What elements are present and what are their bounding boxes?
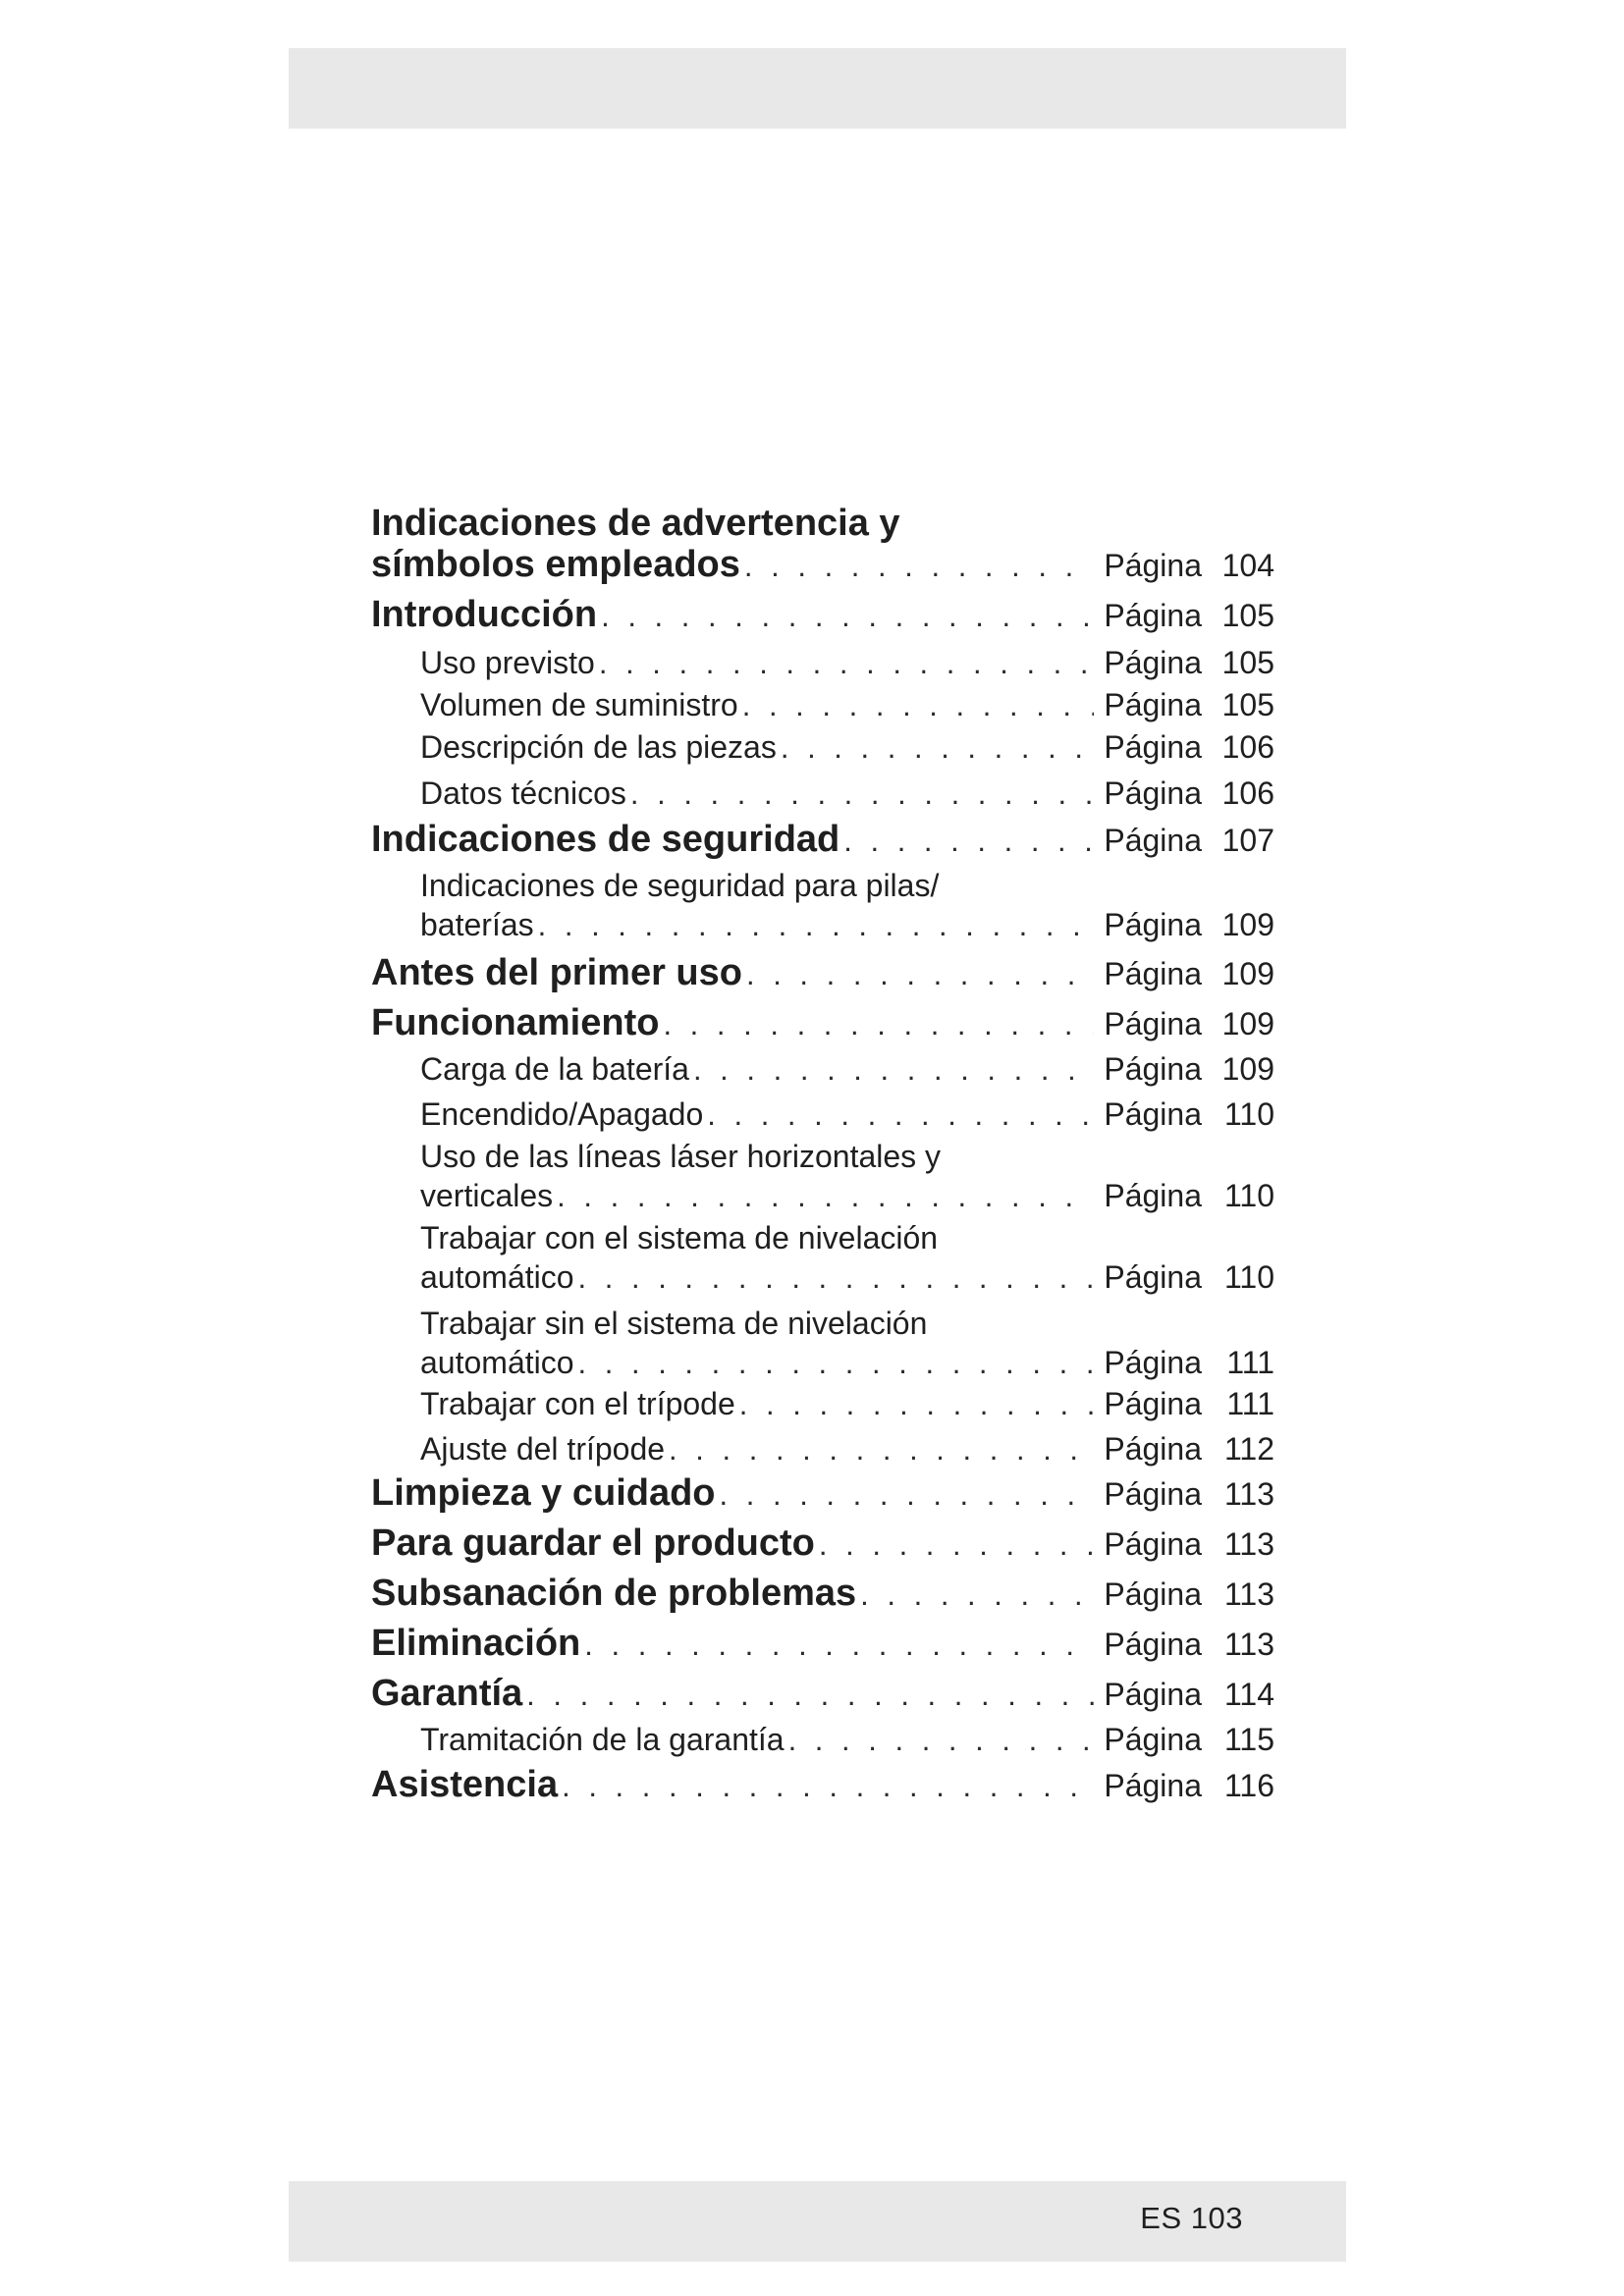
- dot-leader: [781, 728, 1095, 768]
- toc-entry-title: Volumen de suministro: [420, 687, 738, 722]
- page-label: Página: [1104, 956, 1202, 991]
- page-label: Página: [1104, 645, 1202, 680]
- dot-leader: [843, 821, 1094, 862]
- page-label: Página: [1104, 823, 1202, 858]
- dot-leader: [669, 1430, 1094, 1469]
- dot-leader: [562, 1766, 1094, 1807]
- dot-leader: [578, 1258, 1095, 1298]
- toc-entry-cleaning[interactable]: [371, 1472, 1274, 1516]
- dot-leader: [538, 906, 1095, 945]
- toc-entry-title: Indicaciones de seguridad: [371, 819, 840, 860]
- page-label: Página: [1104, 1431, 1202, 1467]
- toc-entry-title: automático: [420, 1259, 574, 1295]
- page-number: 113: [1223, 1526, 1274, 1562]
- page-label: Página: [1104, 687, 1202, 722]
- page-number: 109: [1221, 956, 1274, 991]
- page-number: 109: [1221, 1006, 1274, 1041]
- toc-entry-title: Carga de la batería: [420, 1051, 689, 1087]
- toc-entry-title-line1: Indicaciones de advertencia y: [371, 503, 900, 544]
- page-number: 113: [1223, 1476, 1274, 1512]
- toc-entry-title: Datos técnicos: [420, 775, 626, 811]
- toc-entry-on-off[interactable]: [371, 1095, 1274, 1135]
- footer-page-number: ES 103: [1140, 2201, 1243, 2235]
- page-number: 105: [1221, 687, 1274, 722]
- page-number: 107: [1221, 823, 1274, 858]
- toc-entry-title: Garantía: [371, 1673, 523, 1714]
- dot-leader: [707, 1095, 1094, 1135]
- toc-entry-title: Descripción de las piezas: [420, 729, 777, 765]
- page-number: 114: [1223, 1677, 1274, 1712]
- toc-entry-intended-use[interactable]: [371, 643, 1274, 683]
- page-label: Página: [1104, 1096, 1202, 1132]
- toc-entry-tripod-adjustment[interactable]: [371, 1429, 1274, 1469]
- toc-entry-title: Antes del primer uso: [371, 952, 742, 993]
- page-number: 105: [1221, 598, 1274, 633]
- dot-leader: [663, 1004, 1094, 1045]
- dot-leader: [578, 1344, 1095, 1383]
- toc-entry-battery-safety[interactable]: [371, 866, 1274, 945]
- page-label: Página: [1104, 1476, 1202, 1512]
- page-label: Página: [1104, 1722, 1202, 1757]
- toc-entry-battery-charging[interactable]: [371, 1049, 1274, 1090]
- page-label: Página: [1104, 1677, 1202, 1712]
- page-number: 113: [1223, 1627, 1274, 1662]
- page-number: 110: [1223, 1096, 1274, 1132]
- toc-entry-title: Introducción: [371, 594, 598, 635]
- toc-entry-title-line1: Trabajar con el sistema de nivelación: [420, 1220, 939, 1255]
- toc-entry-parts-description[interactable]: [371, 727, 1274, 768]
- toc-entry-technical-data[interactable]: [371, 774, 1274, 814]
- toc-entry-title-line1: Uso de las líneas láser horizontales y: [420, 1139, 942, 1174]
- page-number: 106: [1221, 775, 1274, 811]
- dot-leader: [693, 1050, 1094, 1090]
- toc-entry-with-tripod[interactable]: [371, 1384, 1274, 1424]
- dot-leader: [739, 1385, 1095, 1424]
- toc-entry-storage[interactable]: [371, 1522, 1274, 1566]
- page-label: Página: [1104, 1386, 1202, 1421]
- page-number: 113: [1223, 1576, 1274, 1612]
- toc-entry-title: símbolos empleados: [371, 544, 740, 585]
- page-label: Página: [1104, 1627, 1202, 1662]
- toc-entry-warnings[interactable]: [371, 503, 1274, 587]
- page-label: Página: [1104, 1768, 1202, 1803]
- page-label: Página: [1104, 729, 1202, 765]
- toc-entry-troubleshooting[interactable]: [371, 1573, 1274, 1616]
- toc-entry-title-line1: Indicaciones de seguridad para pilas/: [420, 868, 940, 903]
- page-label: Página: [1104, 907, 1202, 942]
- page-label: Página: [1104, 1526, 1202, 1562]
- toc-entry-laser-lines[interactable]: [371, 1137, 1274, 1216]
- toc-entry-with-self-leveling[interactable]: [371, 1218, 1274, 1298]
- dot-leader: [526, 1675, 1094, 1716]
- toc-entry-title: Tramitación de la garantía: [420, 1722, 785, 1757]
- dot-leader: [819, 1524, 1094, 1566]
- dot-leader: [860, 1575, 1094, 1616]
- toc-entry-title: Asistencia: [371, 1764, 559, 1805]
- toc-entry-title: Funcionamiento: [371, 1002, 660, 1043]
- page-number: 110: [1223, 1178, 1274, 1213]
- toc-entry-title: Limpieza y cuidado: [371, 1472, 716, 1514]
- toc-entry-before-first-use[interactable]: [371, 952, 1274, 995]
- page-number: 109: [1221, 1051, 1274, 1087]
- toc-entry-title-line1: Trabajar sin el sistema de nivelación: [420, 1306, 928, 1341]
- page-label: Página: [1104, 1178, 1202, 1213]
- toc-entry-warranty[interactable]: [371, 1673, 1274, 1716]
- toc-entry-support[interactable]: [371, 1764, 1274, 1807]
- page-label: Página: [1104, 598, 1202, 633]
- toc-entry-without-self-leveling[interactable]: [371, 1304, 1274, 1383]
- toc-entry-title: Para guardar el producto: [371, 1522, 815, 1564]
- toc-entry-title: Eliminación: [371, 1623, 581, 1664]
- toc-entry-title: Encendido/Apagado: [420, 1096, 704, 1132]
- toc-entry-disposal[interactable]: [371, 1623, 1274, 1666]
- dot-leader: [601, 596, 1094, 637]
- page-label: Página: [1104, 775, 1202, 811]
- dot-leader: [599, 644, 1095, 683]
- dot-leader: [630, 774, 1094, 814]
- dot-leader: [584, 1625, 1094, 1666]
- toc-entry-title: baterías: [420, 907, 534, 942]
- page-number: 104: [1221, 548, 1274, 583]
- toc-entry-title: Ajuste del trípode: [420, 1431, 666, 1467]
- toc-entry-safety[interactable]: [371, 819, 1274, 862]
- page-number: 111: [1226, 1386, 1274, 1421]
- toc-entry-scope-of-delivery[interactable]: [371, 685, 1274, 725]
- dot-leader: [744, 546, 1094, 587]
- page-label: Página: [1104, 1006, 1202, 1041]
- page-label: Página: [1104, 1259, 1202, 1295]
- toc-entry-title: verticales: [420, 1178, 554, 1213]
- page-number: 115: [1223, 1722, 1274, 1757]
- dot-leader: [720, 1474, 1095, 1516]
- toc-entry-operation[interactable]: [371, 1002, 1274, 1045]
- header-bar: [289, 48, 1346, 129]
- footer-bar: [289, 2181, 1346, 2262]
- page-number: 112: [1223, 1431, 1274, 1467]
- page-label: Página: [1104, 548, 1202, 583]
- toc-entry-title: automático: [420, 1345, 574, 1380]
- dot-leader: [788, 1721, 1095, 1760]
- page-number: 106: [1221, 729, 1274, 765]
- page-number: 105: [1221, 645, 1274, 680]
- page-number: 111: [1226, 1345, 1274, 1380]
- toc-entry-title: Subsanación de problemas: [371, 1573, 857, 1614]
- page-number: 109: [1221, 907, 1274, 942]
- page-label: Página: [1104, 1345, 1202, 1380]
- toc-entry-title: Trabajar con el trípode: [420, 1386, 735, 1421]
- page-label: Página: [1104, 1576, 1202, 1612]
- dot-leader: [742, 686, 1095, 725]
- toc-entry-warranty-processing[interactable]: [371, 1720, 1274, 1760]
- toc-entry-title: Uso previsto: [420, 645, 595, 680]
- toc-entry-introduction[interactable]: [371, 594, 1274, 637]
- page-label: Página: [1104, 1051, 1202, 1087]
- page-number: 116: [1223, 1768, 1274, 1803]
- page-number: 110: [1223, 1259, 1274, 1295]
- dot-leader: [557, 1177, 1094, 1216]
- dot-leader: [746, 954, 1094, 995]
